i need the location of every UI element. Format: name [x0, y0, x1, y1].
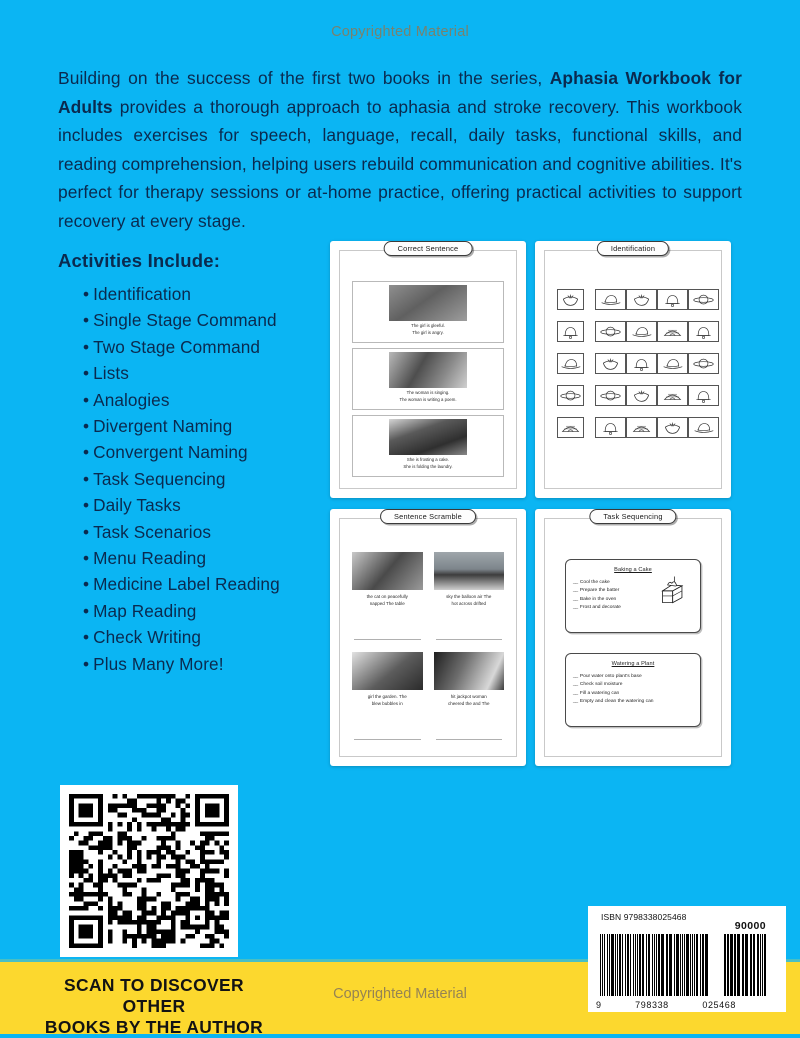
sentence-scramble-grid [352, 552, 504, 744]
step-blank[interactable]: __ [573, 596, 578, 602]
step-blank[interactable]: __ [573, 699, 578, 705]
identification-prompt-cell [557, 289, 584, 310]
ean-group-1: 798338 [635, 1000, 669, 1010]
barcode-bar [625, 934, 626, 996]
barcode-bar [662, 934, 664, 996]
barcode-bar [619, 934, 620, 996]
correct-sentence-options [353, 323, 503, 336]
barcode-bar [762, 934, 763, 996]
activity-label: Plus Many More! [93, 653, 224, 674]
task-step [573, 681, 700, 689]
bullet-icon: • [83, 574, 90, 595]
bullet-icon: • [83, 627, 90, 648]
hat-icon [660, 356, 685, 372]
copyright-watermark-bottom: Copyrighted Material [333, 986, 467, 1002]
activity-item [83, 281, 333, 307]
bullet-icon: • [83, 416, 90, 437]
task-card-watering-a-plant [565, 653, 701, 727]
scramble-line: napped The table [369, 600, 405, 606]
preview-page-sentence-scramble [330, 509, 526, 766]
sheet-title-correct-sentence: Correct Sentence [384, 241, 473, 256]
bell-icon [691, 324, 716, 340]
barcode-bar [684, 934, 685, 996]
barcode-bar [753, 934, 755, 996]
task-step [573, 698, 700, 706]
activity-label: Map Reading [93, 600, 197, 621]
correct-sentence-item [352, 281, 504, 343]
scramble-text [434, 694, 505, 708]
barcode-bar [676, 934, 677, 996]
activity-label: Analogies [93, 389, 170, 410]
preview-page-task-sequencing [535, 509, 731, 766]
strawberry-icon [660, 420, 685, 436]
description-part-1: Building on the success of the first two books in the series, [58, 68, 550, 88]
barcode-bar [617, 934, 618, 996]
activity-item [83, 545, 333, 571]
option-line: The girl is gleeful. [411, 323, 445, 328]
identification-options [595, 385, 719, 406]
scramble-text [352, 594, 423, 608]
barcode-bar [705, 934, 706, 996]
step-label: Prepare the batter [579, 588, 620, 594]
photo-laundry [389, 419, 467, 455]
bullet-icon: • [83, 284, 90, 304]
scan-cta-line-1: SCAN TO DISCOVER OTHER [63, 975, 244, 1016]
bullet-icon: • [83, 548, 90, 569]
photo-cat [352, 552, 423, 590]
step-blank[interactable]: __ [573, 588, 578, 594]
identification-options [595, 353, 719, 374]
barcode-bar [750, 934, 752, 996]
barcode-bar [742, 934, 744, 996]
strawberry-icon [629, 388, 654, 404]
step-blank[interactable]: __ [573, 682, 578, 688]
activity-item [83, 387, 333, 413]
identification-option-cell[interactable] [657, 289, 688, 310]
scan-cta-line-2: BOOKS BY THE AUTHOR [44, 1017, 264, 1037]
activity-item [83, 624, 333, 650]
identification-option-cell[interactable] [657, 353, 688, 374]
identification-option-cell[interactable] [688, 353, 719, 374]
activity-item [83, 571, 333, 597]
activities-list [58, 281, 333, 677]
barcode-bar [706, 934, 707, 996]
hat-icon [598, 292, 623, 308]
activity-label: Task Sequencing [93, 468, 226, 489]
saturn-icon [691, 292, 716, 308]
barcode-bar [700, 934, 701, 996]
barcode-bar [609, 934, 610, 996]
correct-sentence-item [352, 348, 504, 410]
bullet-icon: • [83, 468, 90, 489]
barcode-bar [674, 934, 675, 996]
identification-option-cell[interactable] [626, 321, 657, 342]
scramble-line: hit jackpot woman [450, 694, 487, 699]
step-blank[interactable]: __ [573, 690, 578, 696]
igloo-icon [629, 420, 654, 436]
barcode-bar [635, 934, 636, 996]
task-steps [573, 673, 700, 707]
sentence-scramble-item [352, 652, 423, 744]
identification-option-cell[interactable] [595, 353, 626, 374]
activity-item [83, 519, 333, 545]
barcode-bar [739, 934, 740, 996]
identification-row [557, 321, 709, 342]
photo-woman-singing [389, 352, 467, 388]
activities-section [58, 250, 333, 677]
saturn-icon [598, 324, 623, 340]
identification-row [557, 353, 709, 374]
step-blank[interactable]: __ [573, 605, 578, 611]
identification-prompt-cell [557, 417, 584, 438]
activity-item [83, 439, 333, 465]
description-part-2: provides a thorough approach to aphasia and stroke recovery. This workbook includes exercises for speech, language, recall, daily tasks, functional skills, and reading comprehension, helping users rebuild communication and cognitive abilities. It's perfect for therapy sessions or at-home practice, offering practical activities to support recovery at every stage. [58, 96, 742, 231]
igloo-icon [558, 420, 583, 436]
barcode-bar [765, 934, 766, 996]
cake-icon [654, 574, 688, 606]
option-line: The woman is writing a poem. [399, 396, 457, 402]
activity-label: Menu Reading [93, 548, 207, 569]
identification-prompt-cell [557, 385, 584, 406]
barcode-bar [648, 934, 650, 996]
activity-item [83, 360, 333, 386]
barcode-bar [734, 934, 736, 996]
identification-prompt-cell [557, 353, 584, 374]
identification-row [557, 289, 709, 310]
identification-option-cell[interactable] [657, 385, 688, 406]
identification-option-cell[interactable] [626, 417, 657, 438]
bullet-icon: • [83, 389, 90, 410]
barcode-bar [642, 934, 644, 996]
activity-label: Identification [93, 284, 192, 304]
bullet-icon: • [83, 600, 90, 621]
book-description [58, 64, 742, 235]
identification-option-cell[interactable] [626, 353, 657, 374]
correct-sentence-item [352, 415, 504, 477]
option-line: The woman is singing. [406, 390, 450, 395]
scramble-line: hot across drifted [451, 600, 487, 606]
strawberry-icon [629, 292, 654, 308]
scramble-line: the cat on peacefully [366, 594, 408, 599]
copyright-watermark-top: Copyrighted Material [331, 24, 469, 40]
bell-icon [660, 292, 685, 308]
photo-woman-jackpot [434, 652, 505, 690]
scramble-line: sky the balloon air The [446, 594, 492, 599]
bullet-icon: • [83, 442, 90, 463]
barcode-bar [702, 934, 704, 996]
identification-row [557, 417, 709, 438]
barcode-bar [612, 934, 614, 996]
scramble-text [434, 594, 505, 608]
barcode-bar [633, 934, 634, 996]
bullet-icon: • [83, 495, 90, 516]
option-line: The girl is angry. [412, 329, 444, 335]
identification-option-cell[interactable] [595, 321, 626, 342]
barcode-bar [604, 934, 605, 996]
task-step [573, 673, 700, 681]
activity-label: Lists [93, 363, 129, 384]
step-label: Fill a watering can [579, 690, 620, 696]
hat-icon [629, 324, 654, 340]
activity-label: Medicine Label Reading [93, 574, 280, 595]
scramble-line: cheered the and The [448, 700, 490, 706]
step-blank[interactable]: __ [573, 674, 578, 679]
step-label: Pour water onto plant's base [579, 674, 642, 679]
barcode-bar [666, 934, 668, 996]
ean5-addon-bars [724, 934, 776, 996]
barcode-bar [724, 934, 726, 996]
barcode-bar [730, 934, 731, 996]
step-blank[interactable]: __ [573, 580, 578, 585]
bullet-icon: • [83, 521, 90, 542]
option-line: She is frosting a cake. [406, 457, 450, 462]
barcode-bar [637, 934, 638, 996]
identification-options [595, 289, 719, 310]
barcode-bar [656, 934, 657, 996]
barcode-bar [615, 934, 616, 996]
answer-rule [354, 739, 421, 740]
hat-icon [558, 356, 583, 372]
bell-icon [691, 388, 716, 404]
scramble-line: girl the garden. The [367, 694, 407, 699]
ean-prefix: 9 [596, 1000, 602, 1010]
photo-girl-bubbles [352, 652, 423, 690]
sheet-title-task-sequencing: Task Sequencing [589, 509, 676, 524]
barcode-block [588, 906, 786, 1012]
barcode-bar [627, 934, 629, 996]
preview-inner-frame [544, 244, 722, 489]
identification-options [595, 417, 719, 438]
bullet-icon: • [83, 363, 90, 384]
qr-code-canvas [69, 794, 229, 948]
bell-icon [629, 356, 654, 372]
identification-option-cell[interactable] [657, 417, 688, 438]
barcode-bar [639, 934, 641, 996]
barcode-bar [690, 934, 691, 996]
saturn-icon [691, 356, 716, 372]
qr-code[interactable] [60, 785, 238, 957]
bell-icon [558, 324, 583, 340]
preview-inner-frame [544, 512, 722, 757]
identification-option-cell[interactable] [595, 289, 626, 310]
activity-item [83, 492, 333, 518]
activity-label: Convergent Naming [93, 442, 248, 463]
identification-option-cell[interactable] [657, 321, 688, 342]
photo-girl [389, 285, 467, 321]
barcode-bar [680, 934, 681, 996]
step-label: Empty and clean the watering can [579, 699, 654, 705]
bullet-icon: • [83, 653, 90, 674]
book-title-bold: Aphasia Workbook for Adults [58, 68, 742, 117]
ean-group-2: 025468 [702, 1000, 736, 1010]
igloo-icon [660, 324, 685, 340]
step-label: Cool the cake [579, 580, 610, 585]
activity-label: Task Scenarios [93, 521, 212, 542]
ean13-bars [600, 934, 726, 996]
preview-page-correct-sentence [330, 241, 526, 498]
sentence-scramble-item [434, 652, 505, 744]
barcode-bar [696, 934, 698, 996]
scan-cta [34, 975, 274, 1038]
barcode-bar [600, 934, 601, 996]
identification-option-cell[interactable] [688, 321, 719, 342]
saturn-icon [558, 388, 583, 404]
igloo-icon [660, 388, 685, 404]
barcode-bar [757, 934, 759, 996]
activity-item [83, 307, 333, 333]
activity-item [83, 651, 333, 677]
identification-row [557, 385, 709, 406]
price-code: 90000 [734, 920, 766, 932]
identification-option-cell[interactable] [688, 385, 719, 406]
identification-option-cell[interactable] [626, 289, 657, 310]
step-label: Bake in the oven [579, 596, 617, 602]
answer-rule [354, 639, 421, 640]
barcode-bar [677, 934, 678, 996]
activity-item [83, 466, 333, 492]
barcode-bar [747, 934, 748, 996]
identification-prompt-cell [557, 321, 584, 342]
activity-item [83, 413, 333, 439]
identification-option-cell[interactable] [688, 289, 719, 310]
preview-inner-frame [339, 244, 517, 489]
bullet-icon: • [83, 336, 90, 357]
barcode-bar [687, 934, 688, 996]
activity-label: Check Writing [93, 627, 202, 648]
identification-option-cell[interactable] [595, 385, 626, 406]
barcode-bar [671, 934, 672, 996]
strawberry-icon [558, 292, 583, 308]
activity-label: Daily Tasks [93, 495, 181, 516]
task-step [573, 690, 700, 698]
bell-icon [598, 420, 623, 436]
answer-rule [436, 639, 503, 640]
isbn-label: ISBN 9798338025468 [601, 912, 687, 922]
barcode-bar [731, 934, 732, 996]
barcode-bar [622, 934, 623, 996]
barcode-bar [630, 934, 631, 996]
sentence-scramble-item [434, 552, 505, 644]
option-line: She is folding the laundry. [403, 463, 453, 469]
bullet-icon: • [83, 310, 90, 331]
identification-options [595, 321, 719, 342]
task-name: Watering a Plant [611, 661, 655, 667]
activity-label: Two Stage Command [93, 336, 261, 357]
barcode-bar [682, 934, 683, 996]
barcode-bar [694, 934, 695, 996]
step-label: Frost and decorate [579, 605, 621, 611]
ean-digits [596, 1000, 736, 1010]
task-name: Baking a Cake [614, 567, 652, 573]
identification-option-cell[interactable] [688, 417, 719, 438]
sheet-title-sentence-scramble: Sentence Scramble [380, 509, 476, 524]
photo-hot-air-balloon [434, 552, 505, 590]
activity-label: Divergent Naming [93, 416, 233, 437]
barcode-bar [686, 934, 687, 996]
hat-icon [691, 420, 716, 436]
activity-label: Single Stage Command [93, 310, 277, 331]
answer-rule [436, 739, 503, 740]
scramble-text [352, 694, 423, 708]
barcode-bar [654, 934, 655, 996]
preview-page-identification [535, 241, 731, 498]
task-card-baking-a-cake [565, 559, 701, 633]
strawberry-icon [598, 356, 623, 372]
activity-item [83, 598, 333, 624]
activity-item [83, 334, 333, 360]
step-label: Check soil moisture [579, 682, 623, 688]
barcode-bar [652, 934, 653, 996]
correct-sentence-options [353, 457, 503, 470]
sentence-scramble-item [352, 552, 423, 644]
correct-sentence-options [353, 390, 503, 403]
identification-option-cell[interactable] [626, 385, 657, 406]
activities-heading: Activities Include: [58, 250, 221, 271]
barcode-bar [646, 934, 647, 996]
sheet-title-identification: Identification [597, 241, 669, 256]
identification-option-cell[interactable] [595, 417, 626, 438]
saturn-icon [598, 388, 623, 404]
identification-grid [557, 289, 709, 449]
preview-inner-frame [339, 512, 517, 757]
barcode-bar [602, 934, 603, 996]
scramble-line: blew bubbles in [371, 700, 403, 706]
